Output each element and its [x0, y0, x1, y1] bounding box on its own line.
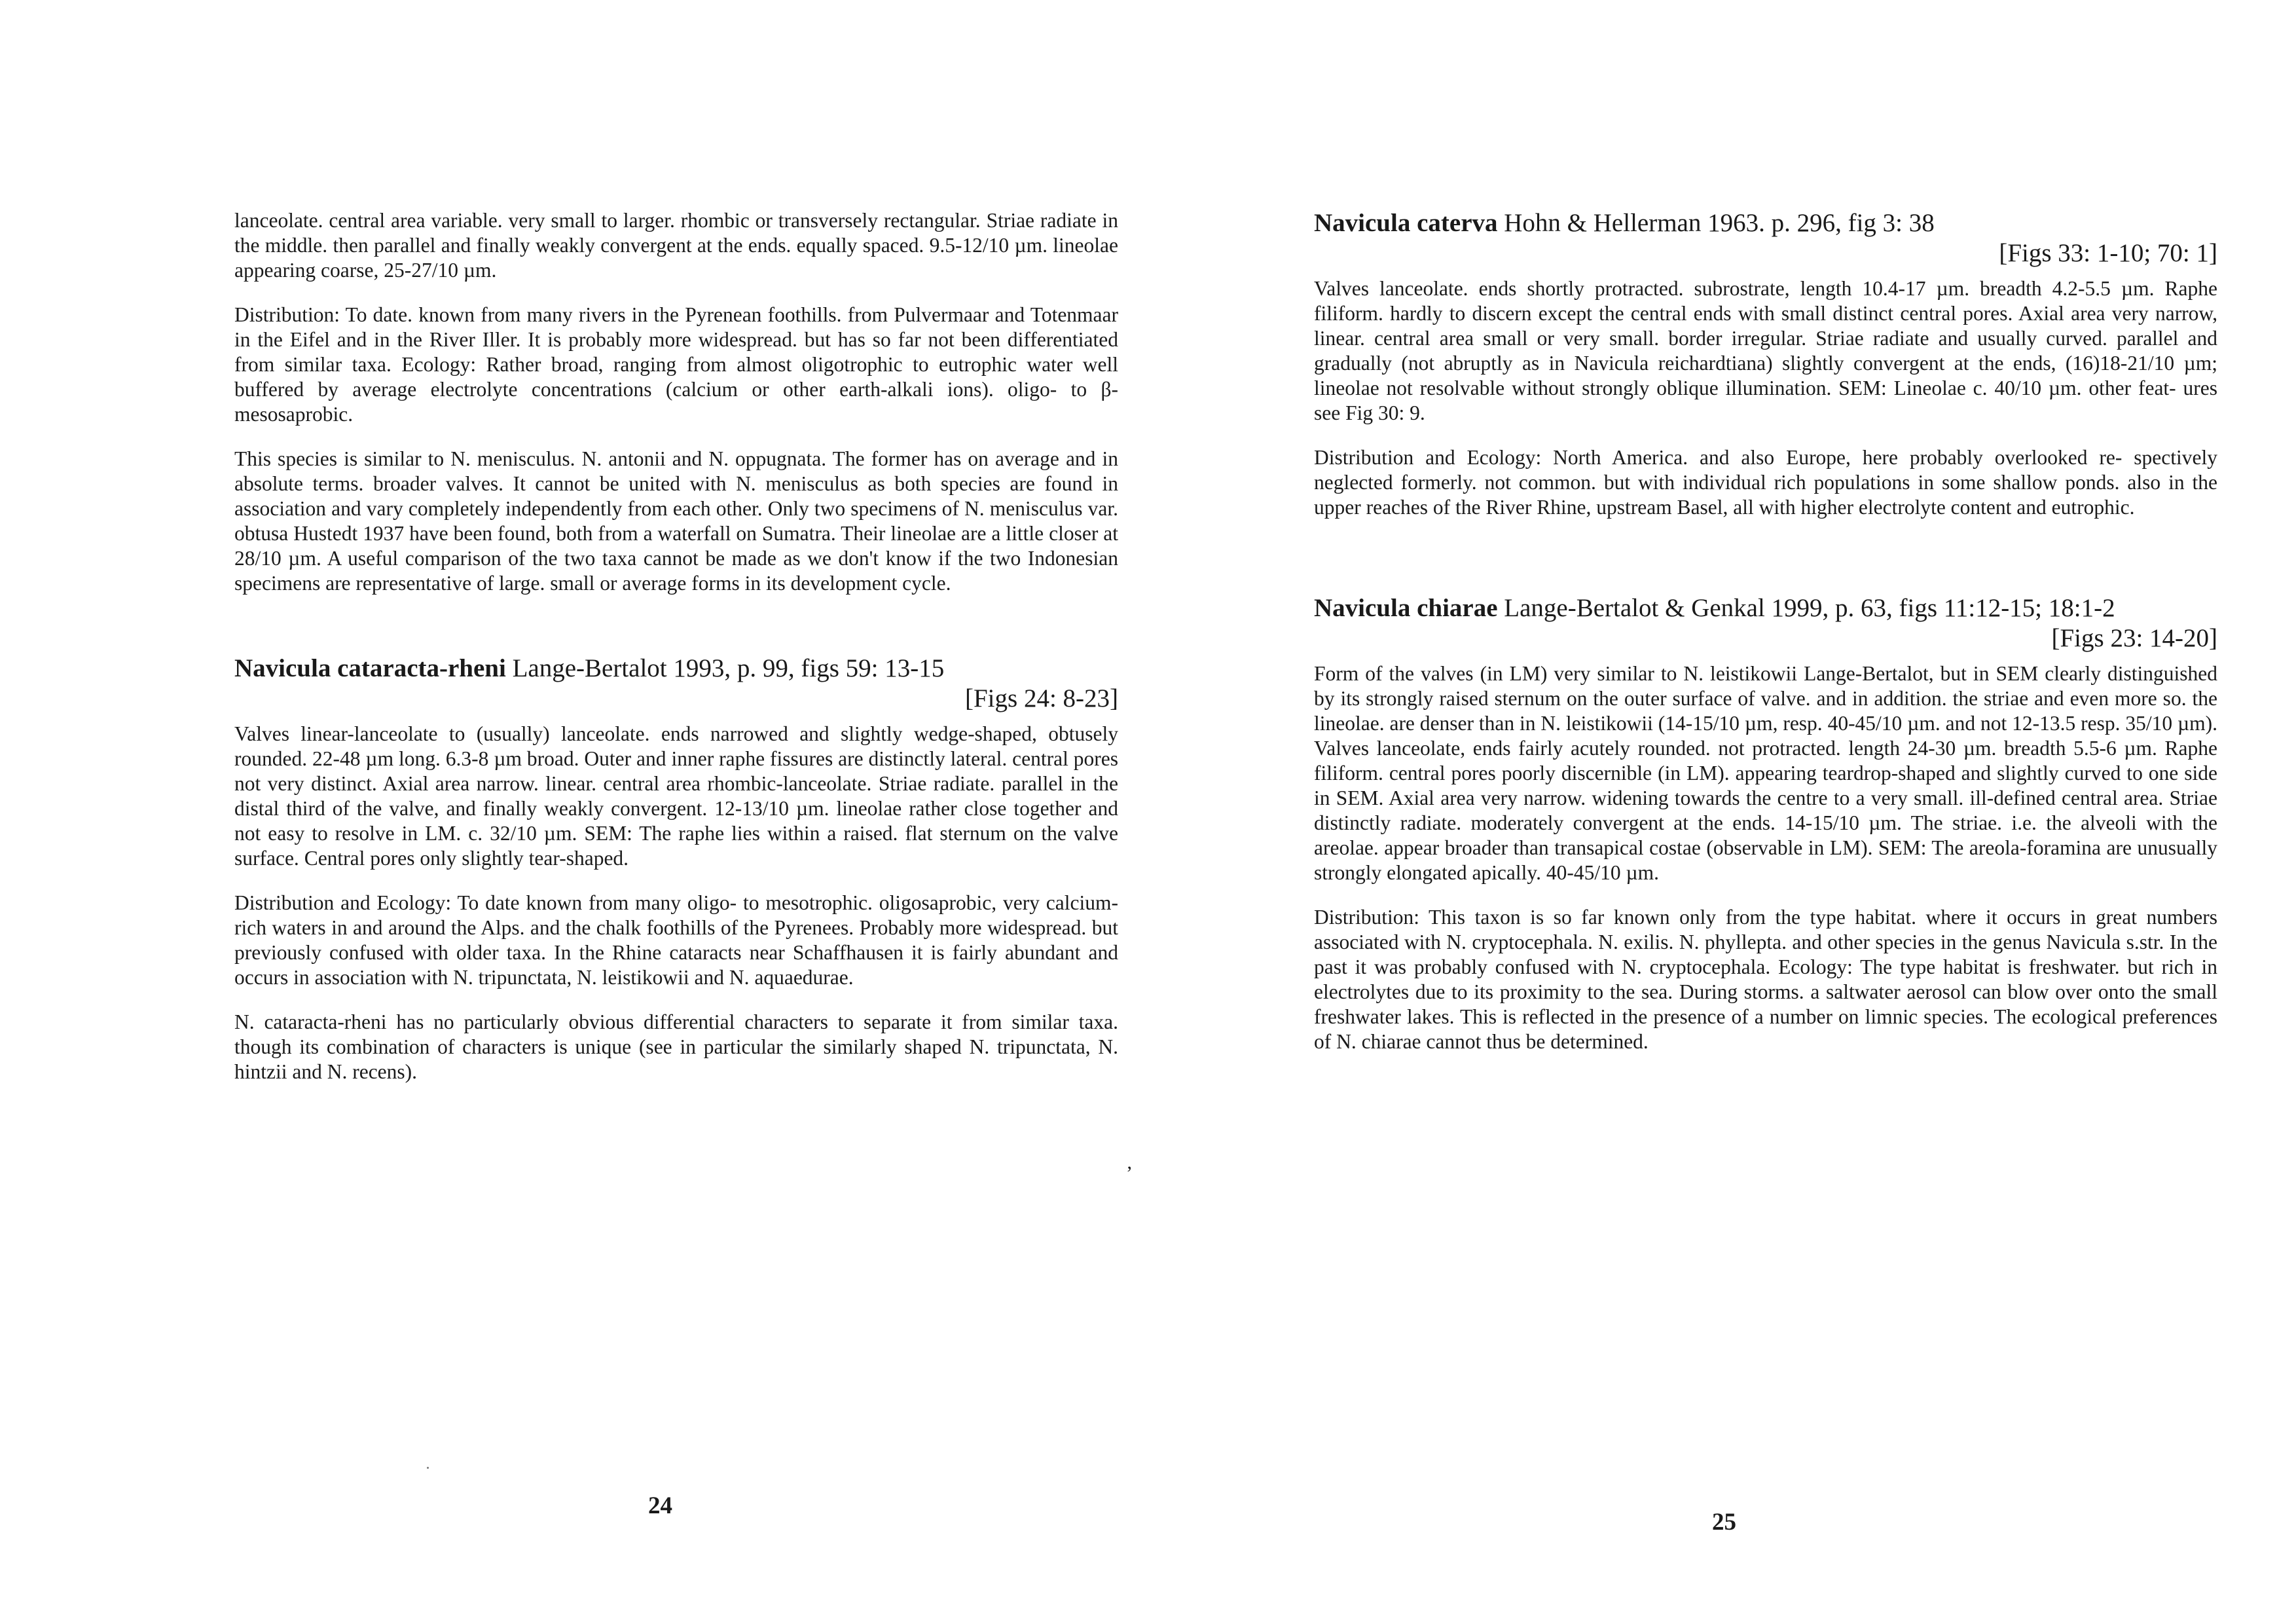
species-name: Navicula cataracta-rheni [234, 654, 506, 682]
species-heading-cataracta-rheni [234, 654, 1118, 684]
ecology-paragraph: Distribution and Ecology: North America. and also Europe, here probably overlooked re- spectively neglected formerly. not common. but with individual rich populations in some shallow ponds. also in the upper reaches of the River Rhine, upstream Basel, all with higher electrolyte content and eutrophic. [1314, 446, 2218, 519]
stray-mark: ’ [1126, 1162, 1133, 1184]
species-heading-caterva [1314, 208, 2217, 238]
figure-reference: [Figs 23: 14-20] [2051, 624, 2217, 652]
species-name: Navicula chiarae [1314, 594, 1498, 622]
ecology-paragraph: Distribution: This taxon is so far known only from the type habitat. where it occurs in great numbers associated with N. cryptocephala. N. exilis. N. phyllepta. and other species in the genus Navicula s.str. In the past it was probably confused with N. cryptocephala. Ecology: The type habitat is freshwater. but rich in electrolytes due to its proximity to the sea. During storms. a saltwater aerosol can blow over onto the small freshwater lakes. This is reflected in the presence of a number on limnic species. The ecological preferences of N. chiarae cannot thus be determined. [1314, 906, 2218, 1053]
right-text-column [1314, 208, 2217, 1074]
description-paragraph: Form of the valves (in LM) very similar to N. leistikowii Lange-Bertalot, but in SEM clearly distinguished by its strongly raised sternum on the outer surface of valve. and in addition. the striae and even more so. the lineolae. are denser than in N. leistikowii (14-15/10 µm, resp. 40-45/10 µm. and not 12-13.5 resp. 35/10 µm). Valves lanceolate, ends fairly acutely rounded. not protracted. length 24-30 µm. breadth 5.5-6 µm. Raphe filiform. central pores poorly discernible (in LM). appearing teardrop-shaped and slightly curved to one side in SEM. Axial area very narrow. widening towards the centre to a very small. ill-defined central area. Striae distinctly radiate. moderately convergent at the ends. 14-15/10 µm. The striae. i.e. the alveoli with the areolae. appear broader than transapical costae (observable in LM). SEM: The areola-foramina are unusually strongly elongated apically. 40-45/10 µm. [1314, 662, 2218, 884]
figure-reference: [Figs 24: 8-23] [965, 684, 1118, 712]
species-authority: Lange-Bertalot 1993, p. 99, figs 59: 13-15 [512, 654, 945, 682]
description-paragraph: Valves lanceolate. ends shortly protracted. subrostrate, length 10.4-17 µm. breadth 4.2-5.5 µm. Raphe filiform. hardly to discern except the central ends with small distinct central pores. Axial area very narrow, linear. central area small or very small. border irregular. Striae radiate and usually curved. parallel and gradually (not abruptly as in Navicula reichardtiana) slightly convergent at the ends, (16)18-21/10 µm; lineolae not resolvable without strongly oblique illumination. SEM: Lineolae c. 40/10 µm. other feat- ures see Fig 30: 9. [1314, 277, 2218, 424]
figure-reference: [Figs 33: 1-10; 70: 1] [1999, 239, 2217, 267]
scan-speck [427, 1467, 429, 1469]
left-text-column [234, 208, 1118, 1104]
intro-paragraph: lanceolate. central area variable. very small to larger. rhombic or transversely rectangular. Striae radiate in the middle. then parallel and finally weakly convergent at the ends. equally spaced. 9.5-12/10 µm. lineolae appearing coarse, 25-27/10 µm. [234, 209, 1118, 282]
page-number: 25 [1712, 1509, 1736, 1536]
species-authority: Lange-Bertalot & Genkal 1999, p. 63, figs 11:12-15; 18:1-2 [1504, 594, 2115, 622]
description-paragraph: Valves linear-lanceolate to (usually) lanceolate. ends narrowed and slightly wedge-shaped, obtusely rounded. 22-48 µm long. 6.3-8 µm broad. Outer and inner raphe fissures are distinctly lateral. central pores not very distinct. Axial area narrow. linear. central area rhombic-lanceolate. Striae radiate. parallel in the distal third of the valve, and finally weakly convergent. 12-13/10 µm. lineolae rather close together and not easy to resolve in LM. c. 32/10 µm. SEM: The raphe lies within a raised. flat sternum on the valve surface. Central pores only slightly tear-shaped. [234, 722, 1119, 870]
ecology-paragraph: Distribution and Ecology: To date known from many oligo- to mesotrophic. oligosaprobic, very calcium-rich waters in and around the Alps. and the chalk foothills of the Pyrenees. Probably more widespread. but previously confused with older taxa. In the Rhine cataracts near Schaffhausen it is fairly abundant and occurs in association with N. tripunctata, N. leistikowii and N. aquaedurae. [234, 891, 1118, 989]
distribution-paragraph: Distribution: To date. known from many rivers in the Pyrenean foothills. from Pulvermaar and Totenmaar in the Eifel and in the River Iller. It is probably more widespread. but has so far not been differentiated from similar taxa. Ecology: Rather broad, ranging from almost oligotrophic to eutrophic water well buffered by average electrolyte concentrations (calcium or other earth-alkali ions). oligo- to β-mesosaprobic. [234, 303, 1119, 426]
right-page [1148, 0, 2296, 1624]
species-authority: Hohn & Hellerman 1963. p. 296, fig 3: 38 [1504, 209, 1935, 237]
note-paragraph: N. cataracta-rheni has no particularly obvious differential characters to separate it from similar taxa. though its combination of characters is unique (see in particular the similarly shaped N. tripunctata, N. hintzii and N. recens). [234, 1010, 1119, 1083]
species-name: Navicula caterva [1314, 209, 1498, 237]
species-heading-chiarae [1314, 593, 2217, 623]
comparison-paragraph: This species is similar to N. menisculus. N. antonii and N. oppugnata. The former has on average and in absolute terms. broader valves. It cannot be united with N. menisculus as both species are found in association and vary completely independently from each other. Only two specimens of N. menisculus var. obtusa Hustedt 1937 have been found, both from a waterfall on Sumatra. Their lineolae are a little closer at 28/10 µm. A useful comparison of the two taxa cannot be made as we don't know if the two Indonesian specimens are representative of large. small or average forms in its development cycle. [234, 447, 1119, 595]
page-number: 24 [648, 1492, 672, 1519]
